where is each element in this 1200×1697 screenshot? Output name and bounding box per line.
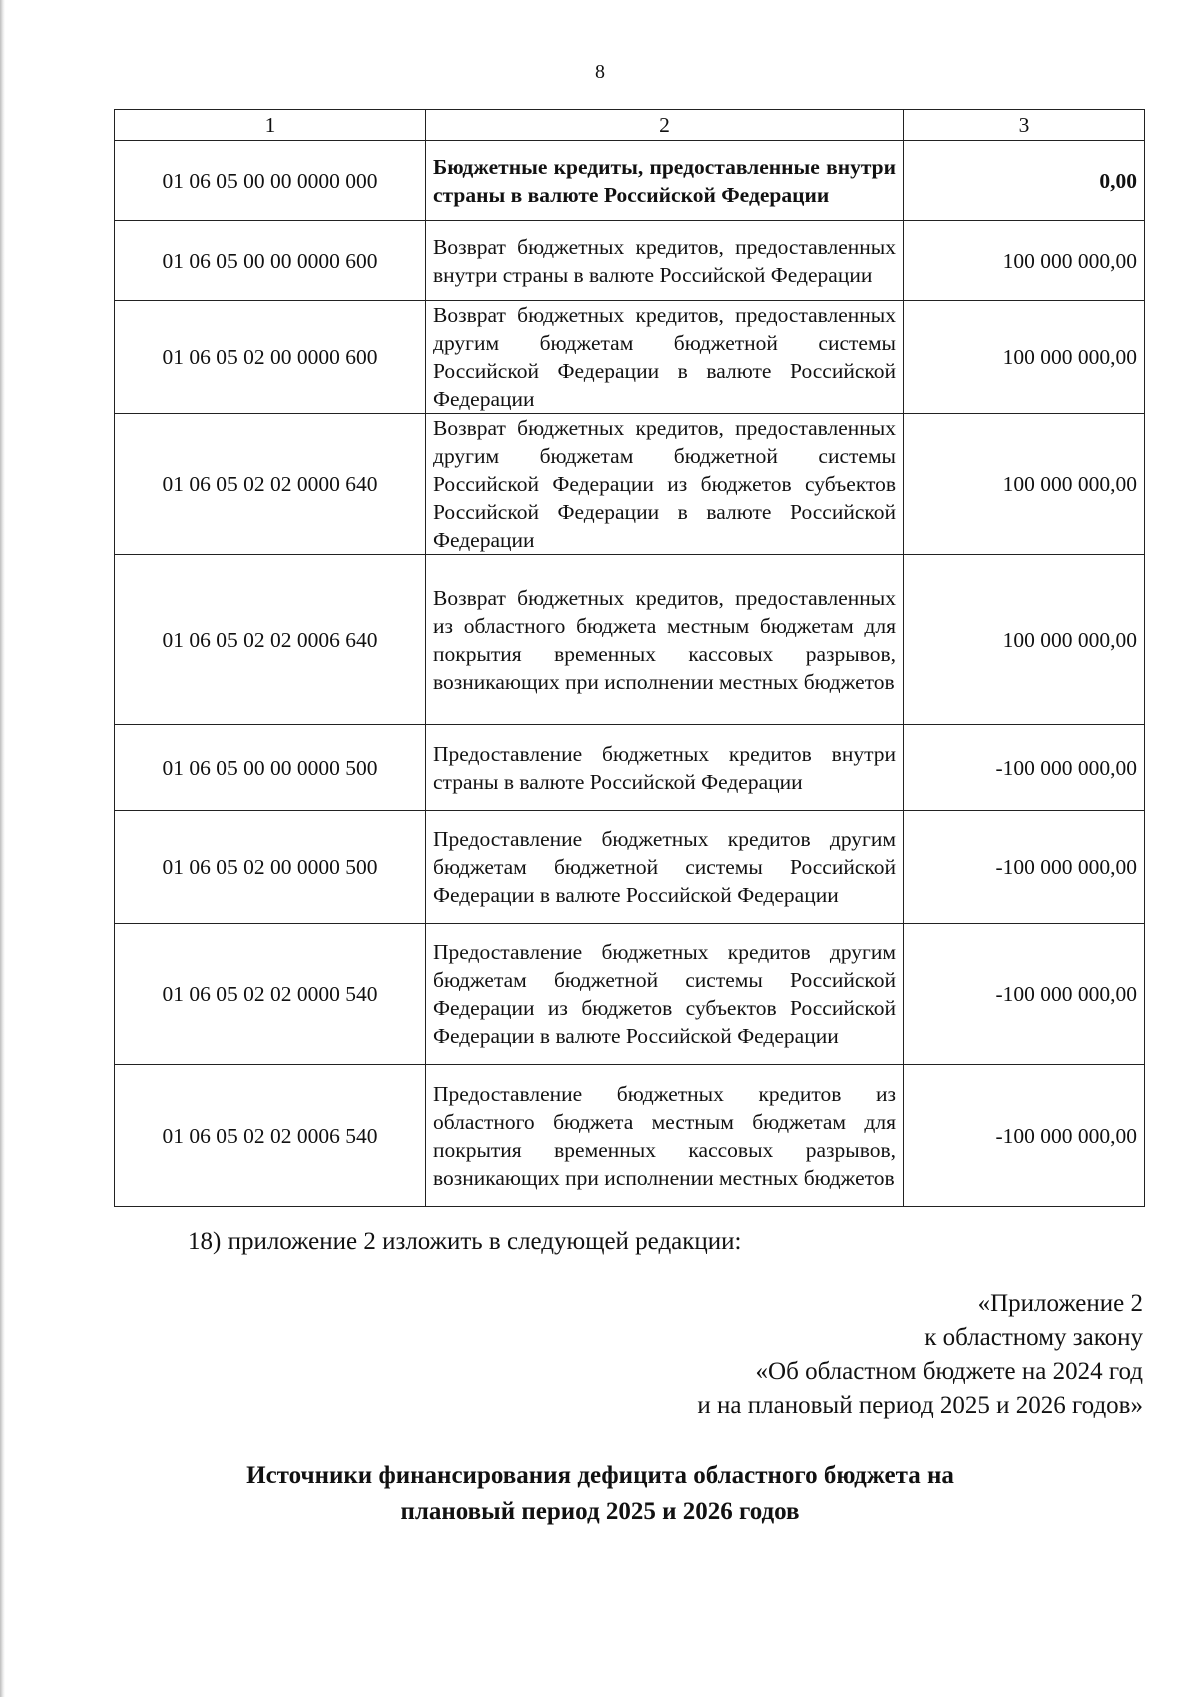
table-row xyxy=(115,221,1145,301)
row-code: 01 06 05 00 00 0000 500 xyxy=(115,725,426,811)
row-amount: -100 000 000,00 xyxy=(904,924,1145,1065)
scan-edge-shadow xyxy=(0,0,5,1697)
table-row xyxy=(115,141,1145,221)
title-line: Источники финансирования дефицита областного бюджета на xyxy=(246,1462,954,1489)
table-row xyxy=(115,414,1145,555)
row-code: 01 06 05 00 00 0000 000 xyxy=(115,141,426,221)
column-header-2: 2 xyxy=(426,110,904,141)
row-amount: 100 000 000,00 xyxy=(904,555,1145,725)
row-amount: -100 000 000,00 xyxy=(904,811,1145,924)
row-amount: 100 000 000,00 xyxy=(904,221,1145,301)
appendix-line: к областному закону xyxy=(924,1324,1143,1351)
row-name: Возврат бюджетных кредитов, предоставленных из областного бюджета местным бюджетам для покрытия временных кассовых разрывов, возникающих при исполнении местных бюджетов xyxy=(426,555,904,725)
table-row xyxy=(115,811,1145,924)
row-name: Возврат бюджетных кредитов, предоставленных внутри страны в валюте Российской Федерации xyxy=(426,221,904,301)
document-title xyxy=(0,1458,1200,1530)
column-header-3: 3 xyxy=(904,110,1145,141)
row-name: Возврат бюджетных кредитов, предоставленных другим бюджетам бюджетной системы Российской Федерации в валюте Российской Федерации xyxy=(426,301,904,414)
row-code: 01 06 05 02 02 0000 540 xyxy=(115,924,426,1065)
table-row xyxy=(115,555,1145,725)
title-line: плановый период 2025 и 2026 годов xyxy=(400,1498,800,1525)
table-row xyxy=(115,924,1145,1065)
page-number: 8 xyxy=(595,61,605,83)
row-code: 01 06 05 02 00 0000 500 xyxy=(115,811,426,924)
row-amount: 100 000 000,00 xyxy=(904,301,1145,414)
appendix-line: «Об областном бюджете на 2024 год xyxy=(755,1358,1143,1385)
row-name: Предоставление бюджетных кредитов другим бюджетам бюджетной системы Российской Федерации в валюте Российской Федерации xyxy=(426,811,904,924)
appendix-line: «Приложение 2 xyxy=(977,1290,1143,1317)
table-header-row xyxy=(115,110,1145,141)
row-code: 01 06 05 02 02 0006 640 xyxy=(115,555,426,725)
row-amount: 100 000 000,00 xyxy=(904,414,1145,555)
appendix-line: и на плановый период 2025 и 2026 годов» xyxy=(697,1392,1143,1419)
sources-table xyxy=(114,109,1145,1207)
row-amount: 0,00 xyxy=(904,141,1145,221)
row-name: Предоставление бюджетных кредитов внутри страны в валюте Российской Федерации xyxy=(426,725,904,811)
row-code: 01 06 05 02 00 0000 600 xyxy=(115,301,426,414)
row-name: Предоставление бюджетных кредитов из областного бюджета местным бюджетам для покрытия временных кассовых разрывов, возникающих при исполнении местных бюджетов xyxy=(426,1065,904,1207)
row-amount: -100 000 000,00 xyxy=(904,1065,1145,1207)
appendix-heading xyxy=(443,1287,1143,1423)
table-row xyxy=(115,725,1145,811)
row-name: Предоставление бюджетных кредитов другим бюджетам бюджетной системы Российской Федерации из бюджетов субъектов Российской Федерации в валюте Российской Федерации xyxy=(426,924,904,1065)
column-header-1: 1 xyxy=(115,110,426,141)
row-code: 01 06 05 02 02 0006 540 xyxy=(115,1065,426,1207)
row-code: 01 06 05 00 00 0000 600 xyxy=(115,221,426,301)
row-amount: -100 000 000,00 xyxy=(904,725,1145,811)
amendment-item-text: 18) приложение 2 изложить в следующей редакции: xyxy=(188,1228,742,1255)
table-row xyxy=(115,1065,1145,1207)
row-name: Возврат бюджетных кредитов, предоставленных другим бюджетам бюджетной системы Российской Федерации из бюджетов субъектов Российской Федерации в валюте Российской Федерации xyxy=(426,414,904,555)
row-name: Бюджетные кредиты, предоставленные внутри страны в валюте Российской Федерации xyxy=(426,141,904,221)
row-code: 01 06 05 02 02 0000 640 xyxy=(115,414,426,555)
table-row xyxy=(115,301,1145,414)
